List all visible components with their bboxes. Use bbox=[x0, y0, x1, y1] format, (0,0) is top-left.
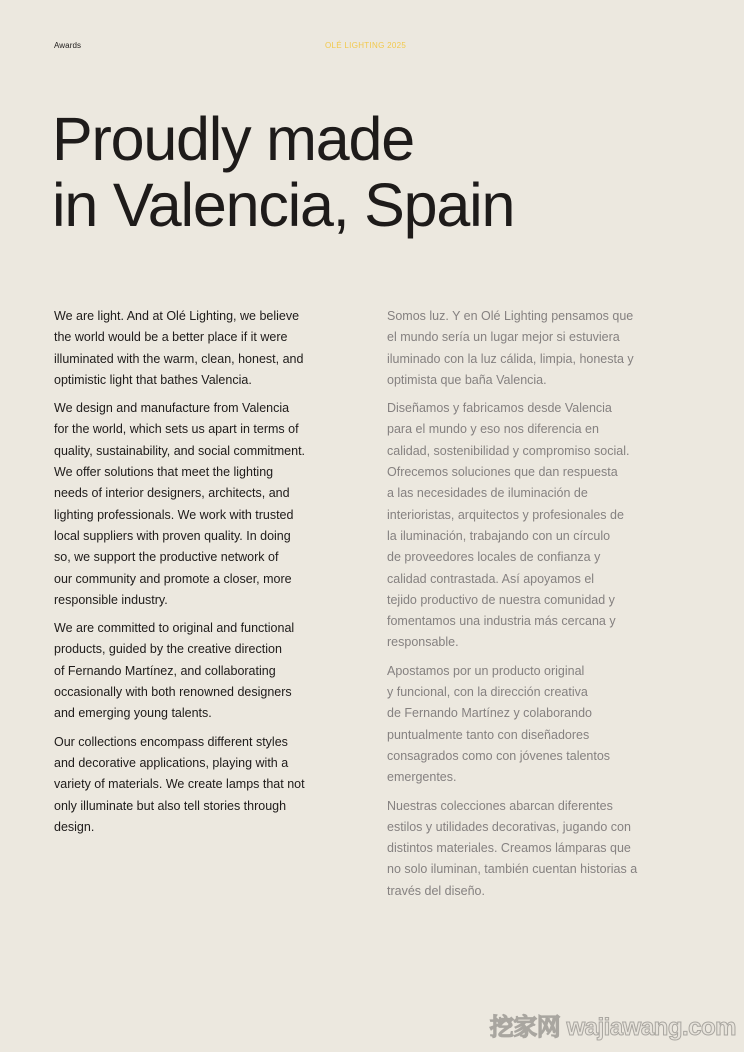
text-line: products, guided by the creative direction bbox=[54, 642, 282, 657]
text-line: so, we support the productive network of bbox=[54, 550, 279, 565]
text-line: consagrados como con jóvenes talentos bbox=[387, 748, 611, 763]
text-line: emergentes. bbox=[387, 770, 457, 785]
text-line: of Fernando Martínez, and collaborating bbox=[54, 663, 276, 678]
text-line: We are committed to original and functional bbox=[54, 621, 295, 636]
text-line: and decorative applications, playing with a bbox=[54, 755, 289, 770]
text-line: Apostamos por un producto original bbox=[387, 663, 585, 678]
text-line: estilos y utilidades decorativas, jugando con bbox=[387, 819, 631, 834]
title-line-2: in Valencia, Spain bbox=[52, 171, 515, 239]
english-column bbox=[54, 306, 329, 845]
text-line: iluminado con la luz cálida, limpia, honesta y bbox=[387, 351, 634, 366]
page-title bbox=[52, 106, 514, 238]
text-line: Diseñamos y fabricamos desde Valencia bbox=[387, 401, 612, 416]
text-line: We offer solutions that meet the lighting bbox=[54, 465, 274, 480]
spanish-paragraph bbox=[387, 306, 662, 391]
text-line: el mundo sería un lugar mejor si estuviera bbox=[387, 330, 620, 345]
text-line: través del diseño. bbox=[387, 883, 485, 898]
text-line: no solo iluminan, también cuentan historias a bbox=[387, 862, 638, 877]
spanish-paragraph bbox=[387, 398, 662, 654]
text-line: occasionally with both renowned designers bbox=[54, 685, 292, 700]
text-line: calidad contrastada. Así apoyamos el bbox=[387, 571, 595, 586]
text-line: responsable. bbox=[387, 635, 459, 650]
text-line: fomentamos una industria más cercana y bbox=[387, 614, 616, 629]
text-line: only illuminate but also tell stories through bbox=[54, 798, 287, 813]
text-line: optimistic light that bathes Valencia. bbox=[54, 372, 252, 387]
text-line: design. bbox=[54, 819, 95, 834]
text-line: interioristas, arquitectos y profesionales de bbox=[387, 507, 624, 522]
text-line: and emerging young talents. bbox=[54, 706, 212, 721]
text-line: optimista que baña Valencia. bbox=[387, 372, 547, 387]
text-line: de Fernando Martínez y colaborando bbox=[387, 706, 592, 721]
text-line: quality, sustainability, and social commitment. bbox=[54, 443, 306, 458]
text-line: We are light. And at Olé Lighting, we believe bbox=[54, 309, 300, 323]
text-line: calidad, sostenibilidad y compromiso social. bbox=[387, 443, 630, 458]
text-line: lighting professionals. We work with trusted bbox=[54, 507, 294, 522]
watermark: 挖家网 wajiawang.com bbox=[489, 1014, 736, 1041]
text-line: tejido productivo de nuestra comunidad y bbox=[387, 592, 615, 607]
text-line: the world would be a better place if it were bbox=[54, 330, 288, 345]
spanish-paragraph bbox=[387, 661, 662, 789]
english-paragraph bbox=[54, 306, 329, 391]
text-line: Somos luz. Y en Olé Lighting pensamos que bbox=[387, 309, 634, 323]
english-paragraph bbox=[54, 618, 329, 724]
text-line: puntualmente tanto con diseñadores bbox=[387, 727, 590, 742]
text-line: a las necesidades de iluminación de bbox=[387, 486, 588, 501]
english-paragraph bbox=[54, 732, 329, 838]
text-line: distintos materiales. Creamos lámparas que bbox=[387, 841, 631, 856]
text-line: Our collections encompass different styles bbox=[54, 734, 288, 749]
text-line: Ofrecemos soluciones que dan respuesta bbox=[387, 465, 618, 480]
spanish-column bbox=[387, 306, 662, 909]
text-line: responsible industry. bbox=[54, 592, 168, 607]
text-line: illuminated with the warm, clean, honest, and bbox=[54, 351, 304, 366]
text-line: needs of interior designers, architects, and bbox=[54, 486, 290, 501]
text-line: para el mundo y eso nos diferencia en bbox=[387, 422, 599, 437]
text-line: for the world, which sets us apart in terms of bbox=[54, 422, 299, 437]
brand-label: OLÉ LIGHTING 2025 bbox=[325, 41, 407, 50]
text-line: de proveedores locales de confianza y bbox=[387, 550, 601, 565]
english-paragraph bbox=[54, 398, 329, 611]
text-line: Nuestras colecciones abarcan diferentes bbox=[387, 798, 613, 813]
text-line: la iluminación, trabajando con un círculo bbox=[387, 528, 611, 543]
title-line-1: Proudly made bbox=[52, 105, 414, 173]
section-label: Awards bbox=[54, 41, 82, 50]
text-line: local suppliers with proven quality. In doing bbox=[54, 528, 291, 543]
spanish-paragraph bbox=[387, 796, 662, 902]
text-line: our community and promote a closer, more bbox=[54, 571, 292, 586]
text-line: variety of materials. We create lamps that not bbox=[54, 777, 305, 792]
text-line: y funcional, con la dirección creativa bbox=[387, 685, 588, 700]
text-line: We design and manufacture from Valencia bbox=[54, 401, 290, 416]
